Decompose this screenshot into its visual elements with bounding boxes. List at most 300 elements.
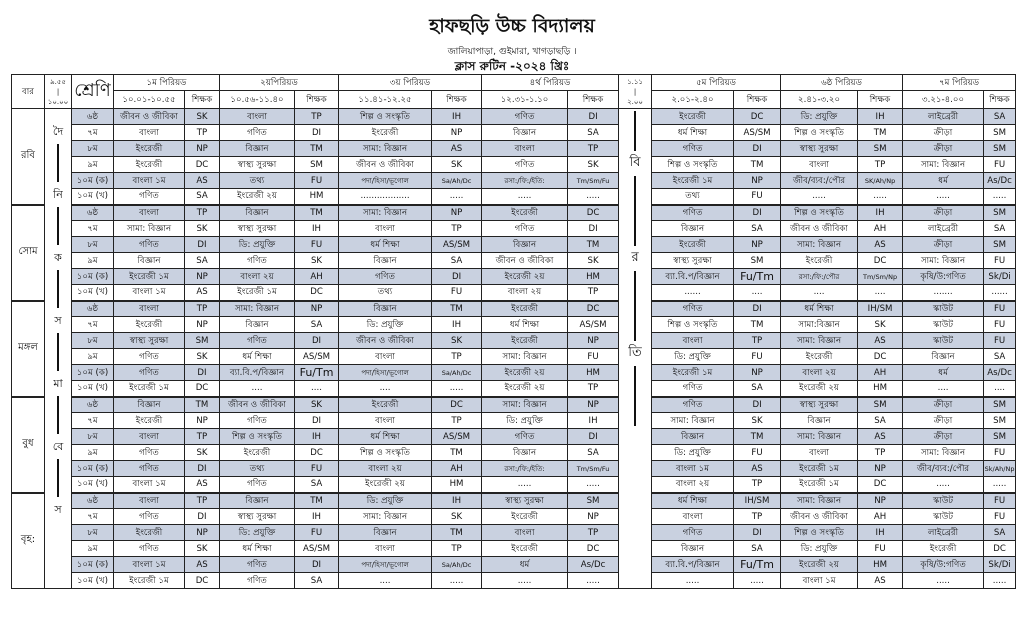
- class-cell: ৭ম: [72, 125, 114, 141]
- teacher-cell: SA: [295, 573, 339, 589]
- teacher-cell: SK/Ah/Np: [858, 173, 903, 189]
- subject-cell: ইংরেজী: [652, 109, 734, 125]
- subject-cell: লাইব্রেরী: [903, 525, 984, 541]
- teacher-cell: DI: [185, 365, 220, 381]
- teacher-cell: AS: [734, 461, 781, 477]
- table-row: [12, 557, 1016, 573]
- teacher-cell: Sa/Ah/Dc: [432, 173, 482, 189]
- subject-cell: .....: [903, 477, 984, 493]
- teacher-cell: SM: [984, 237, 1016, 253]
- subject-cell: বিজ্ঞান: [903, 349, 984, 365]
- subject-cell: ইংরেজী: [781, 349, 858, 365]
- subject-cell: ইংরেজী: [781, 253, 858, 269]
- period-5-header: ৫ম পিরিয়ড: [652, 75, 781, 91]
- day-name: রবি: [21, 149, 35, 161]
- table-row: [12, 173, 1016, 189]
- subject-cell: জীবন ও জীবিকা: [482, 253, 568, 269]
- subject-cell: বাংলা ১ম: [114, 173, 185, 189]
- teacher-cell: AS: [185, 477, 220, 493]
- assembly-letter: স: [54, 314, 62, 327]
- divider-bar: [634, 366, 636, 426]
- subject-cell: ইংরেজী: [114, 317, 185, 333]
- subject-cell: গণিত: [220, 573, 295, 589]
- teacher-cell: SA: [734, 381, 781, 397]
- period-4-time: ১২.৩১-১.১০: [482, 91, 568, 109]
- subject-cell: ....: [903, 381, 984, 397]
- break-time-header: ১.১১ | ২.০০: [619, 75, 652, 109]
- subject-cell: ব্যা.বি.প/বিজ্ঞান: [652, 557, 734, 573]
- teacher-cell: TP: [734, 477, 781, 493]
- teacher-cell: HM: [432, 477, 482, 493]
- subject-cell: ....: [781, 285, 858, 301]
- subject-cell: ইংরেজী ২য়: [781, 381, 858, 397]
- subject-cell: জীবন ও জীবিকা: [781, 509, 858, 525]
- teacher-cell: DI: [568, 429, 619, 445]
- teacher-cell: SK: [185, 541, 220, 557]
- teacher-cell: TP: [568, 141, 619, 157]
- teacher-cell: SA: [984, 109, 1016, 125]
- teacher-cell: NP: [568, 333, 619, 349]
- teacher-cell: AS: [858, 573, 903, 589]
- subject-cell: ইংরেজী ১ম: [114, 381, 185, 397]
- teacher-cell: DI: [185, 237, 220, 253]
- subject-cell: বিজ্ঞান: [220, 205, 295, 221]
- subject-cell: ইংরেজী ২য়: [482, 269, 568, 285]
- assembly-letter: স: [54, 503, 62, 516]
- teacher-cell: As/Dc: [984, 173, 1016, 189]
- subject-cell: ....: [220, 381, 295, 397]
- subject-cell: জীব/ব্যব:/পৌর: [903, 461, 984, 477]
- subject-cell: বাংলা ২য়: [339, 461, 432, 477]
- subject-cell: সামা: বিজ্ঞান: [339, 205, 432, 221]
- teacher-cell: SA: [734, 221, 781, 237]
- teacher-cell: FU: [432, 285, 482, 301]
- subject-cell: গণিত: [114, 509, 185, 525]
- teacher-cell: SK: [568, 157, 619, 173]
- teacher-cell: FU: [984, 317, 1016, 333]
- teacher-cell: SM: [295, 157, 339, 173]
- subject-cell: স্বাস্থ্য সুরক্ষা: [114, 333, 185, 349]
- break-letter: বি: [629, 155, 641, 170]
- divider-bar: [57, 270, 59, 308]
- subject-cell: .......: [903, 285, 984, 301]
- subject-cell: পদা/হিসা/ভূগোল: [339, 365, 432, 381]
- subject-cell: ধর্ম: [903, 365, 984, 381]
- subject-cell: ক্রীড়া: [903, 237, 984, 253]
- teacher-cell: TM: [432, 301, 482, 317]
- class-cell: ৯ম: [72, 349, 114, 365]
- subject-cell: সামা: বিজ্ঞান: [903, 445, 984, 461]
- teacher-cell: DC: [185, 157, 220, 173]
- subject-cell: বাংলা: [652, 333, 734, 349]
- teacher-cell: Tm/Sm/Np: [858, 269, 903, 285]
- subject-cell: ......: [652, 285, 734, 301]
- class-cell: ৯ম: [72, 157, 114, 173]
- subject-cell: .....: [482, 477, 568, 493]
- teacher-cell: DI: [734, 141, 781, 157]
- subject-cell: সামা: বিজ্ঞান: [652, 413, 734, 429]
- subject-cell: গণিত: [220, 413, 295, 429]
- table-row: [12, 317, 1016, 333]
- teacher-cell: NP: [734, 237, 781, 253]
- subject-cell: গণিত: [339, 269, 432, 285]
- teacher-header: শিক্ষক: [734, 91, 781, 109]
- teacher-cell: DI: [734, 301, 781, 317]
- teacher-cell: Sk/Ah/Np: [984, 461, 1016, 477]
- teacher-cell: Sa/Ah/Dc: [432, 557, 482, 573]
- teacher-cell: FU: [295, 237, 339, 253]
- teacher-cell: SA: [734, 541, 781, 557]
- teacher-cell: FU: [734, 189, 781, 205]
- teacher-cell: SA: [858, 413, 903, 429]
- teacher-cell: DI: [185, 461, 220, 477]
- teacher-cell: Fu/Tm: [295, 365, 339, 381]
- teacher-cell: AS: [185, 285, 220, 301]
- subject-cell: ক্রীড়া: [903, 141, 984, 157]
- teacher-header: শিক্ষক: [984, 91, 1016, 109]
- subject-cell: গণিত: [482, 157, 568, 173]
- teacher-cell: FU: [295, 173, 339, 189]
- period-6-header: ৬ষ্ঠ পিরিয়ড: [781, 75, 903, 91]
- teacher-cell: AS: [858, 333, 903, 349]
- teacher-cell: .....: [568, 477, 619, 493]
- teacher-cell: IH: [432, 493, 482, 509]
- subject-cell: বিজ্ঞান: [220, 493, 295, 509]
- teacher-cell: SK: [734, 413, 781, 429]
- class-cell: ৭ম: [72, 509, 114, 525]
- class-cell: ৭ম: [72, 317, 114, 333]
- subject-cell: গণিত: [220, 253, 295, 269]
- teacher-cell: DI: [734, 205, 781, 221]
- subject-cell: গণিত: [114, 461, 185, 477]
- teacher-cell: FU: [734, 445, 781, 461]
- table-row: [12, 381, 1016, 397]
- teacher-cell: FU: [984, 509, 1016, 525]
- teacher-cell: As/Dc: [568, 557, 619, 573]
- teacher-cell: .....: [432, 189, 482, 205]
- subject-cell: রসা:/ফি:/পৌর: [781, 269, 858, 285]
- school-name: হাফছড়ি উচ্চ বিদ্যালয়: [429, 15, 595, 37]
- subject-cell: ডি: প্রযুক্তি: [339, 317, 432, 333]
- table-row: [12, 429, 1016, 445]
- day-cell: [12, 205, 45, 301]
- teacher-cell: AS/SM: [432, 237, 482, 253]
- class-cell: ১০ম (খ): [72, 573, 114, 589]
- period-5-time: ২.০১-২.৪০: [652, 91, 734, 109]
- teacher-cell: NP: [734, 173, 781, 189]
- teacher-header: শিক্ষক: [432, 91, 482, 109]
- teacher-cell: TP: [734, 509, 781, 525]
- teacher-cell: AH: [858, 509, 903, 525]
- subject-cell: ইংরেজী: [482, 541, 568, 557]
- teacher-cell: Sk/Di: [984, 557, 1016, 573]
- subject-cell: তথ্য: [339, 285, 432, 301]
- subject-cell: বাংলা: [652, 509, 734, 525]
- subject-cell: বাংলা ২য়: [781, 365, 858, 381]
- subject-cell: ডি: প্রযুক্তি: [220, 525, 295, 541]
- table-row: [12, 141, 1016, 157]
- subject-cell: ....: [339, 573, 432, 589]
- class-cell: ১০ম (ক): [72, 557, 114, 573]
- period-1-time: ১০.০১-১০.৫৫: [114, 91, 185, 109]
- subject-cell: স্কাউট: [903, 509, 984, 525]
- assembly-column: [45, 109, 72, 589]
- subject-cell: .....: [482, 573, 568, 589]
- class-cell: ৬ষ্ঠ: [72, 493, 114, 509]
- table-row: [12, 333, 1016, 349]
- teacher-cell: HM: [858, 381, 903, 397]
- class-cell: ১০ম (ক): [72, 461, 114, 477]
- subject-cell: ....: [339, 381, 432, 397]
- subject-cell: বাংলা ২য়: [220, 269, 295, 285]
- teacher-cell: SA: [185, 189, 220, 205]
- subject-cell: গণিত: [652, 397, 734, 413]
- subject-cell: স্বাস্থ্য সুরক্ষা: [652, 253, 734, 269]
- teacher-cell: AH: [858, 221, 903, 237]
- teacher-cell: SM: [984, 141, 1016, 157]
- teacher-cell: AS: [185, 173, 220, 189]
- teacher-cell: Tm/Sm/Fu: [568, 461, 619, 477]
- teacher-cell: IH: [432, 317, 482, 333]
- subject-cell: ইংরেজী: [903, 541, 984, 557]
- teacher-cell: NP: [185, 269, 220, 285]
- teacher-cell: TM: [858, 125, 903, 141]
- divider-bar: [634, 176, 636, 246]
- table-row: [12, 157, 1016, 173]
- subject-cell: গণিত: [114, 237, 185, 253]
- table-row: [12, 493, 1016, 509]
- teacher-cell: SM: [858, 397, 903, 413]
- period-2-time: ১০.৫৬-১১.৪০: [220, 91, 295, 109]
- teacher-cell: SM: [984, 125, 1016, 141]
- teacher-cell: DC: [734, 109, 781, 125]
- subject-cell: জীবন ও জীবিকা: [114, 109, 185, 125]
- subject-cell: বিজ্ঞান: [482, 125, 568, 141]
- teacher-cell: IH: [858, 205, 903, 221]
- day-header: বার: [12, 75, 45, 109]
- subject-cell: বাংলা: [781, 445, 858, 461]
- teacher-cell: FU: [858, 541, 903, 557]
- teacher-cell: NP: [185, 413, 220, 429]
- teacher-cell: AS/SM: [734, 125, 781, 141]
- subject-cell: .....: [903, 189, 984, 205]
- teacher-cell: DC: [568, 541, 619, 557]
- teacher-cell: Fu/Tm: [734, 269, 781, 285]
- subject-cell: গণিত: [114, 365, 185, 381]
- subject-cell: ডি: প্রযুক্তি: [220, 237, 295, 253]
- teacher-cell: TP: [432, 221, 482, 237]
- subject-cell: বিজ্ঞান: [482, 237, 568, 253]
- teacher-cell: NP: [185, 525, 220, 541]
- period-7-header: ৭ম পিরিয়ড: [903, 75, 1016, 91]
- subject-cell: শিল্প ও সংস্কৃতি: [339, 109, 432, 125]
- class-cell: ১০ম (খ): [72, 381, 114, 397]
- subject-cell: ইংরেজী ১ম: [114, 573, 185, 589]
- teacher-cell: SK: [432, 157, 482, 173]
- subject-cell: সামা: বিজ্ঞান: [339, 509, 432, 525]
- teacher-cell: AH: [858, 365, 903, 381]
- teacher-cell: SA: [568, 125, 619, 141]
- teacher-cell: NP: [568, 397, 619, 413]
- teacher-cell: .....: [568, 189, 619, 205]
- break-column: [619, 109, 652, 589]
- subject-cell: সামা: বিজ্ঞান: [781, 493, 858, 509]
- class-cell: ১০ম (ক): [72, 173, 114, 189]
- teacher-cell: .....: [734, 573, 781, 589]
- subject-cell: ধর্ম শিক্ষা: [652, 125, 734, 141]
- teacher-cell: DI: [568, 109, 619, 125]
- class-cell: ৯ম: [72, 253, 114, 269]
- teacher-cell: FU: [984, 301, 1016, 317]
- subject-cell: গণিত: [652, 381, 734, 397]
- teacher-header: শিক্ষক: [568, 91, 619, 109]
- teacher-cell: Sk/Di: [984, 269, 1016, 285]
- divider-bar: [57, 396, 59, 434]
- table-row: [12, 253, 1016, 269]
- subject-cell: সামা: বিজ্ঞান: [114, 221, 185, 237]
- teacher-cell: AH: [295, 269, 339, 285]
- teacher-cell: SA: [984, 221, 1016, 237]
- teacher-cell: NP: [295, 301, 339, 317]
- table-row: [12, 109, 1016, 125]
- teacher-cell: TM: [432, 445, 482, 461]
- teacher-cell: AH: [432, 461, 482, 477]
- class-cell: ৮ম: [72, 333, 114, 349]
- subject-cell: স্বাস্থ্য সুরক্ষা: [781, 397, 858, 413]
- teacher-cell: DC: [568, 205, 619, 221]
- teacher-cell: SM: [858, 141, 903, 157]
- class-cell: ৯ম: [72, 445, 114, 461]
- teacher-cell: ....: [984, 381, 1016, 397]
- subject-cell: সামা:বিজ্ঞান: [781, 317, 858, 333]
- assembly-letter: নি: [53, 188, 63, 201]
- teacher-cell: TM: [734, 317, 781, 333]
- teacher-cell: ......: [984, 285, 1016, 301]
- subject-cell: গণিত: [114, 445, 185, 461]
- teacher-cell: NP: [568, 509, 619, 525]
- period-2-header: ২য়পিরিয়ড: [220, 75, 339, 91]
- table-row: [12, 189, 1016, 205]
- teacher-cell: SM: [185, 333, 220, 349]
- teacher-cell: DC: [295, 445, 339, 461]
- class-cell: ১০ম (ক): [72, 269, 114, 285]
- teacher-cell: SK: [295, 397, 339, 413]
- subject-cell: ..................: [339, 189, 432, 205]
- subject-cell: ব্যা.বি.প/বিজ্ঞান: [220, 365, 295, 381]
- subject-cell: জীব/ব্যব:/পৌর: [781, 173, 858, 189]
- subject-cell: রসা:/ফি:/ইতি:: [482, 173, 568, 189]
- subject-cell: ক্রীড়া: [903, 125, 984, 141]
- subject-cell: বাংলা ২য়: [482, 285, 568, 301]
- subject-cell: ধর্ম শিক্ষা: [339, 429, 432, 445]
- subject-cell: বাংলা: [482, 141, 568, 157]
- teacher-cell: IH/SM: [858, 301, 903, 317]
- day-name: সোম: [18, 246, 38, 257]
- subject-cell: .....: [903, 573, 984, 589]
- break-end: ২.০০: [627, 97, 643, 106]
- subject-cell: পদা/হিসা/ভূগোল: [339, 557, 432, 573]
- subject-cell: গণিত: [220, 333, 295, 349]
- subject-cell: স্কাউট: [903, 301, 984, 317]
- subject-cell: গণিত: [114, 541, 185, 557]
- teacher-cell: IH: [295, 509, 339, 525]
- subject-cell: জীবন ও জীবিকা: [781, 221, 858, 237]
- subject-cell: ইংরেজী: [482, 333, 568, 349]
- subject-cell: ইংরেজী: [114, 141, 185, 157]
- teacher-cell: .....: [432, 381, 482, 397]
- subject-cell: গণিত: [482, 221, 568, 237]
- subject-cell: ইংরেজী: [220, 445, 295, 461]
- teacher-cell: TP: [432, 413, 482, 429]
- class-cell: ৬ষ্ঠ: [72, 109, 114, 125]
- period-4-header: ৪র্থ পিরিয়ড: [482, 75, 619, 91]
- divider-bar: [634, 111, 636, 151]
- class-cell: ৮ম: [72, 429, 114, 445]
- teacher-cell: Fu/Tm: [734, 557, 781, 573]
- subject-cell: বাংলা: [339, 413, 432, 429]
- table-row: [12, 285, 1016, 301]
- subject-cell: গণিত: [482, 429, 568, 445]
- subject-cell: তথ্য: [652, 189, 734, 205]
- subject-cell: গণিত: [220, 125, 295, 141]
- subject-cell: ক্রীড়া: [903, 429, 984, 445]
- teacher-cell: SK: [568, 253, 619, 269]
- teacher-cell: TP: [185, 125, 220, 141]
- class-cell: ৮ম: [72, 141, 114, 157]
- subject-cell: বাংলা: [339, 541, 432, 557]
- teacher-cell: FU: [984, 445, 1016, 461]
- subject-cell: বিজ্ঞান: [652, 429, 734, 445]
- teacher-cell: SM: [984, 413, 1016, 429]
- subject-cell: স্কাউট: [903, 493, 984, 509]
- subject-cell: বাংলা ২য়: [652, 477, 734, 493]
- subject-cell: গণিত: [114, 349, 185, 365]
- subject-cell: ইংরেজী ২য়: [220, 189, 295, 205]
- divider-bar: [57, 459, 59, 497]
- teacher-cell: SM: [984, 429, 1016, 445]
- teacher-cell: NP: [185, 141, 220, 157]
- subject-cell: সামা: বিজ্ঞান: [220, 301, 295, 317]
- assembly-start: ৯.৫৫: [50, 77, 66, 86]
- class-cell: ৬ষ্ঠ: [72, 301, 114, 317]
- table-row: [12, 397, 1016, 413]
- day-cell: [12, 493, 45, 589]
- table-row: [12, 477, 1016, 493]
- subject-cell: ধর্ম শিক্ষা: [220, 349, 295, 365]
- school-address: জালিয়াপাড়া, গুইমারা, খাগড়াছড়ি ।: [447, 47, 577, 57]
- teacher-cell: TM: [432, 525, 482, 541]
- teacher-cell: FU: [734, 349, 781, 365]
- teacher-cell: TP: [568, 525, 619, 541]
- table-row: [12, 509, 1016, 525]
- subject-cell: ইংরেজী ২য়: [482, 381, 568, 397]
- teacher-cell: Sa/Ah/Dc: [432, 365, 482, 381]
- subject-cell: শিল্প ও সংস্কৃতি: [652, 157, 734, 173]
- subject-cell: .....: [482, 189, 568, 205]
- period-3-time: ১১.৪১-১২.২৫: [339, 91, 432, 109]
- subject-cell: গণিত: [652, 525, 734, 541]
- teacher-cell: DI: [295, 125, 339, 141]
- table-row: [12, 461, 1016, 477]
- subject-cell: বাংলা ১ম: [652, 461, 734, 477]
- subject-cell: কৃষি/উ:গণিত: [903, 269, 984, 285]
- subject-cell: লাইব্রেরী: [903, 109, 984, 125]
- subject-cell: বিজ্ঞান: [114, 253, 185, 269]
- day-name: বুধ: [22, 438, 34, 449]
- teacher-cell: DI: [185, 509, 220, 525]
- teacher-cell: .....: [984, 573, 1016, 589]
- subject-cell: ক্রীড়া: [903, 413, 984, 429]
